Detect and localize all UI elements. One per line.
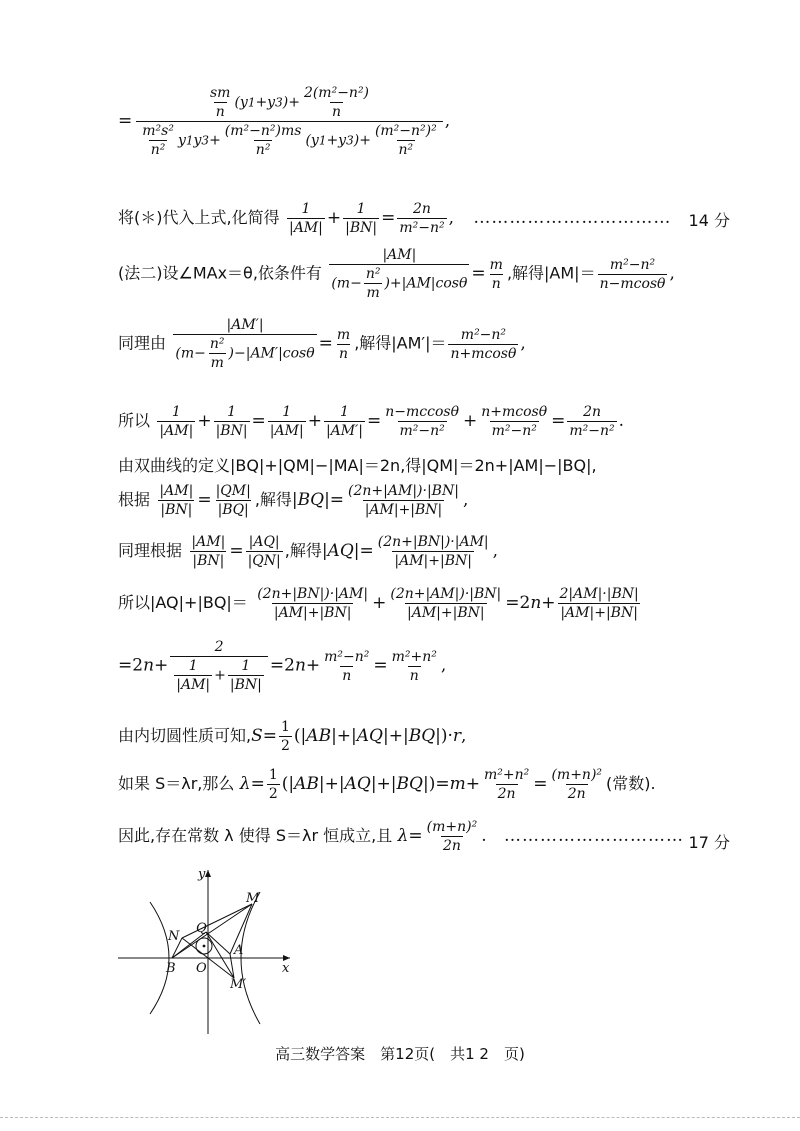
dots-line-2: …………………………… bbox=[473, 208, 672, 228]
expr-line-3: (法二)设∠MAx＝θ,依条件有 |AM| (m− $\frac{\text{n²}}{m}$ )+|AM|cosθ = $\frac{m}{n}$ ,解得|AM|＝ $\frac{\text{m²−n²}}{n-mcos\theta}$ , bbox=[118, 247, 675, 301]
incircle-center bbox=[203, 945, 206, 948]
bottom-rule bbox=[0, 1117, 800, 1118]
expr-line-9: 所以|AQ|+|BQ|＝ $\frac{(2n+|BN|)\cdot|AM|}{|AM|+|BN|}$ + $\frac{(2n+|AM|)\cdot|BN|}{|AM|+|BN|}$ =2n+ $\frac{2|AM|\cdot|BN|}{|AM|+|BN|}$ bbox=[118, 586, 639, 621]
expr-line-4: 同理由 |AM′| (m− $\frac{\text{n²}}{m}$ )−|AM′|cosθ = $\frac{m}{n}$ ,解得|AM′|＝ $\frac{\text{m²−n²}}{n+mcos\theta}$ , bbox=[118, 317, 526, 371]
label-Mprime: M′ bbox=[230, 977, 247, 992]
text-line-3: (法二)设∠MAx＝θ,依条件有 bbox=[118, 263, 322, 283]
text-line-7: 根据 bbox=[118, 490, 151, 509]
label-x: x bbox=[282, 961, 290, 976]
expr-line-5: 所以 $\frac{1}{|AM|}$ + $\frac{1}{|BN|}$ = $\frac{1}{|AM|}$ + $\frac{1}{|AM'|}$ = $\frac{n-mccos\theta}{\text{m²−n²}}$ + $\frac{n+mcos\theta}{\text{m²−n²}}$ = $\frac{2n}{\text{m²−n²}}$ . bbox=[118, 404, 625, 439]
text-line-3b: ,解得|AM|＝ bbox=[506, 263, 596, 283]
hyperbola-figure bbox=[110, 862, 300, 1040]
label-B: B bbox=[166, 961, 176, 976]
expr-line-1: = $\frac{sm}{n}$ (y1+y3)+ $\frac{\text{2(m²−n²)}}{n}$ $\frac{\text{m²s²}}{\text{n²}}$ y1y3+ $\frac{\text{(m²−n²)ms}}{\text{n²}}$ (y1+y3)+ $\frac{\text{(m²−n²)²}}{\text{n²}}$ , bbox=[118, 85, 451, 158]
label-y: y bbox=[198, 867, 206, 882]
segment-QA bbox=[206, 932, 230, 954]
text-line-13: 因此,存在常数 λ 使得 S＝λr 恒成立,且 bbox=[118, 826, 393, 845]
score-14: 14 分 bbox=[688, 211, 730, 230]
expr-line-11: 由内切圆性质可知,S= $\frac{1}{2}$ (|AB|+|AQ|+|BQ|)·r, bbox=[118, 719, 467, 754]
text-line-8: 同理根据 bbox=[118, 541, 183, 560]
expr-line-6: 由双曲线的定义|BQ|+|QM|−|MA|＝2n,得|QM|＝2n+|AM|−|BQ|, bbox=[118, 456, 597, 475]
score-17: 17 分 bbox=[688, 833, 730, 852]
label-M: M bbox=[246, 891, 260, 906]
text-line-9: 所以|AQ|+|BQ|＝ bbox=[118, 593, 248, 612]
expr-line-10: =2n+ 2 $\frac{1}{|AM|}$ + $\frac{1}{|BN|}$ =2n+ $\frac{\text{m²−n²}}{n}$ = $\frac{\text{m²+n²}}{n}$ , bbox=[118, 639, 447, 693]
label-A: A bbox=[234, 943, 244, 958]
expr-line-2: 将(＊)代入上式,化简得 $\frac{1}{|AM|}$ + $\frac{1}{|BN|}$ = $\frac{2n}{\text{m²−n²}}$ , …………………………… bbox=[118, 201, 672, 236]
text-line-5: 所以 bbox=[118, 411, 151, 430]
segment-MN bbox=[182, 904, 252, 938]
text-line-11: 由内切圆性质可知, bbox=[118, 726, 252, 745]
text-line-4b: ,解得|AM′|＝ bbox=[354, 333, 447, 353]
dots-line-13: ………………………… bbox=[504, 826, 685, 846]
text-line-12: 如果 S＝λr,那么 bbox=[118, 774, 235, 793]
expr-line-8: 同理根据 $\frac{|AM|}{|BN|}$ = $\frac{|AQ|}{|QN|}$ ,解得|AQ|= $\frac{(2n+|BN|)\cdot|AM|}{|AM|+|BN|}$ , bbox=[118, 534, 499, 569]
text-line-4: 同理由 bbox=[118, 333, 167, 353]
label-O: O bbox=[196, 961, 207, 976]
expr-line-13: 因此,存在常数 λ 使得 S＝λr 恒成立,且 λ= $\frac{\text{(m+n)²}}{2n}$ . ………………………… bbox=[118, 819, 685, 854]
expr-line-12: 如果 S＝λr,那么 λ= $\frac{1}{2}$ (|AB|+|AQ|+|BQ|)=m+ $\frac{\text{m²+n²}}{2n}$ = $\frac{\text{(m+n)²}}{2n}$ (常数). bbox=[118, 767, 656, 802]
text-line-12b: (常数). bbox=[606, 774, 656, 793]
label-Q: Q bbox=[196, 921, 207, 936]
page-footer: 高三数学答案 第12页( 共1 2 页) bbox=[275, 1045, 525, 1063]
expr-line-7: 根据 $\frac{|AM|}{|BN|}$ = $\frac{|QM|}{|BQ|}$ ,解得|BQ|= $\frac{(2n+|AM|)\cdot|BN|}{|AM|+|BN|}$ , bbox=[118, 483, 469, 518]
y-axis-arrow bbox=[205, 870, 211, 877]
text-line-2: 将(＊)代入上式,化简得 bbox=[118, 208, 280, 227]
label-N: N bbox=[168, 929, 180, 944]
